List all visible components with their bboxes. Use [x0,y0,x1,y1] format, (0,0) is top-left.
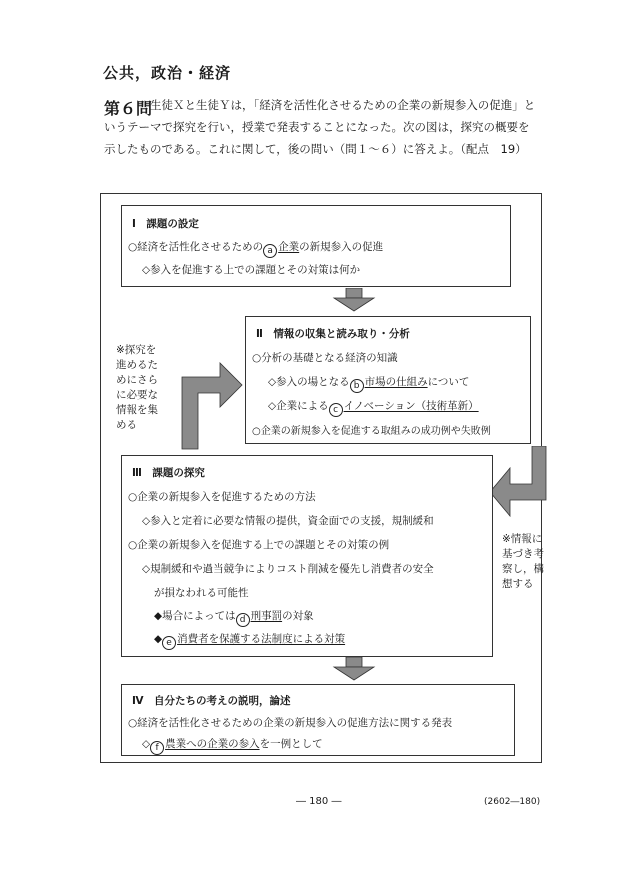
page-code: (2602―180) [484,797,541,807]
question-number: 第６問 [104,99,153,118]
intro-line-3: 示したものである。これに関して，後の問い（問１～６）に答えよ。（配点 19） [104,142,527,156]
marker-d: d [236,613,250,627]
box1-heading: Ⅰ 課題の設定 [132,218,199,230]
marker-f: f [150,741,164,755]
box2-heading: Ⅱ 情報の収集と読み取り・分析 [256,328,410,340]
marker-c: c [329,403,343,417]
box3-line5: が損なわれる可能性 [154,587,249,599]
box2-line1: ○分析の基礎となる経済の知識 [252,352,398,364]
box-problem-setting [121,205,511,287]
box3-line7: ◆ e 消費者を保護する法制度による対策 [154,633,346,648]
box3-heading: Ⅲ 課題の探究 [132,467,205,479]
box1-line2: ◇参入を促進する上での課題とその対策は何か [142,264,361,276]
marker-b: b [350,379,364,393]
box4-line2: ◇ f 農業への企業の参入を一例として [142,738,323,753]
box-explanation [121,684,515,756]
intro-line-1: 生徒Ｘと生徒Ｙは，「経済を活性化させるための企業の新規参入の促進」と [150,98,536,112]
down-arrow-icon [332,657,376,681]
down-arrow-icon [332,288,376,312]
box2-line4: ○企業の新規参入を促進する取組みの成功例や失敗例 [252,426,491,437]
box3-line2: ◇参入と定着に必要な情報の提供，資金面での支援，規制緩和 [142,515,434,527]
box2-line2: ◇参入の場となる b 市場の仕組みについて [268,376,470,391]
marker-a: a [263,244,277,258]
side-note-right: ※情報に 基づき考 察し，構 想する [502,533,544,590]
box-inquiry [121,455,493,657]
box-information-analysis [245,316,531,444]
side-note-left: ※探究を 進めるた めにさら に必要な 情報を集 める [116,344,158,431]
box4-heading: Ⅳ 自分たちの考えの説明，論述 [132,695,291,707]
box2-line3: ◇企業による c イノベーション（技術革新） [268,400,479,415]
intro-line-2: いうテーマで探究を行い，授業で発表することになった。次の図は，探究の概要を [104,120,530,134]
box3-line1: ○企業の新規参入を促進するための方法 [128,491,316,503]
marker-e: e [162,636,176,650]
box1-line1: ○経済を活性化させるための a 企業の新規参入の促進 [128,241,384,256]
box4-line1: ○経済を活性化させるための企業の新規参入の促進方法に関する発表 [128,717,453,729]
subject-title: 公共，政治・経済 [103,64,232,82]
page-number: ― 180 ― [296,796,342,807]
down-left-arrow-icon [488,446,552,526]
box3-line4: ◇規制緩和や過当競争によりコスト削減を優先し消費者の安全 [142,563,434,575]
box3-line6: ◆場合によっては d 刑事罰の対象 [154,610,314,625]
box3-line3: ○企業の新規参入を促進する上での課題とその対策の例 [128,539,390,551]
up-right-arrow-icon [176,355,244,450]
